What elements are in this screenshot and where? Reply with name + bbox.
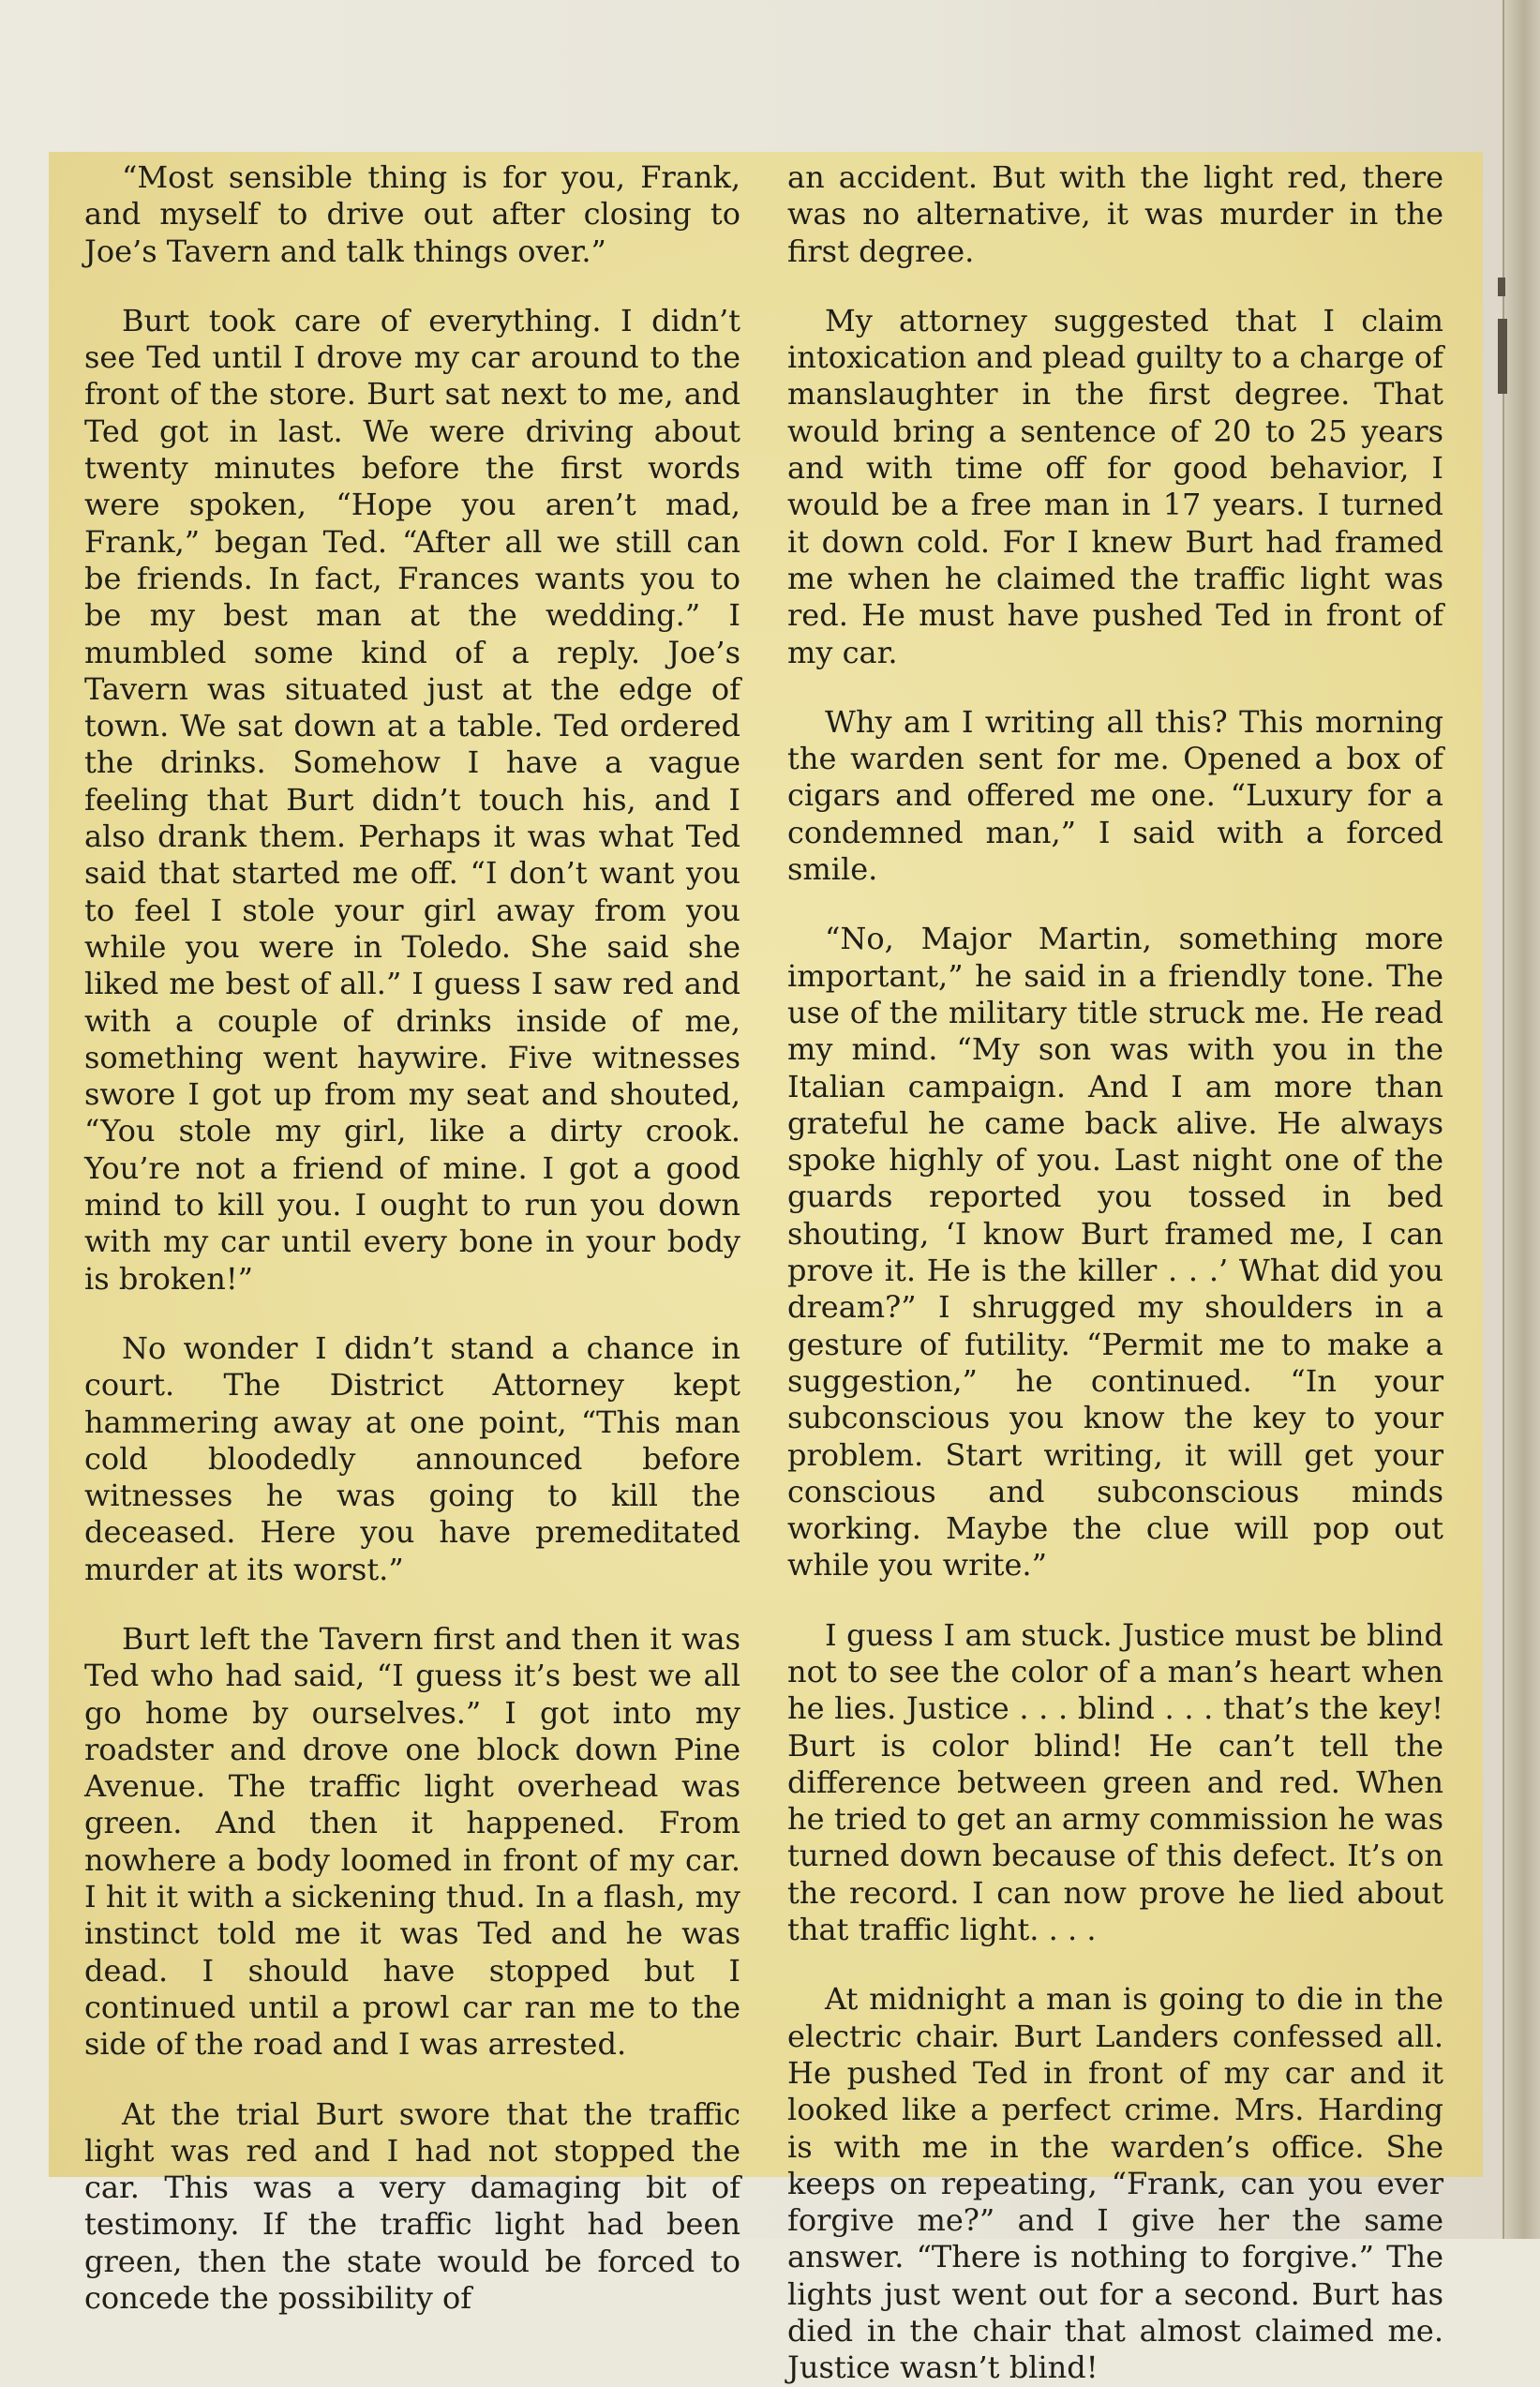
- story-column-right: [787, 159, 1443, 2386]
- story-paragraph: “Most sensible thing is for you, Frank, and myself to drive out after closing to Joe’s Tavern and talk things over.”: [84, 159, 740, 269]
- story-paragraph: At midnight a man is going to die in the electric chair. Burt Landers confessed all. He pushed Ted in front of my car and it looked like a perfect crime. Mrs. Harding is with me in the warden’s office. She keeps on repeating, “Frank, can you ever forgive me?” and I give her the same answer. “There is nothing to forgive.” The lights just went out for a second. Burt has died in the chair that almost claimed me. Justice wasn’t blind!: [787, 1981, 1443, 2386]
- binding-mark: [1498, 278, 1505, 296]
- binding-mark: [1498, 319, 1507, 394]
- story-paragraph: “No, Major Martin, something more important,” he said in a friendly tone. The use of the military title struck me. He read my mind. “My son was with you in the Italian campaign. And I am more than grateful he came back alive. He always spoke highly of you. Last night one of the guards reported you tossed in bed shouting, ‘I know Burt framed me, I can prove it. He is the killer . . .’ What did you dream?” I shrugged my shoulders in a gesture of futility. “Permit me to make a suggestion,” he continued. “In your subconscious you know the key to your problem. Start writing, it will get your conscious and subconscious minds working. Maybe the clue will pop out while you write.”: [787, 921, 1443, 1584]
- story-paragraph: My attorney suggested that I claim intoxication and plead guilty to a charge of manslaughter in the first degree. That would bring a sentence of 20 to 25 years and with time off for good behavior, I would be a free man in 17 years. I turned it down cold. For I knew Burt had framed me when he claimed the traffic light was red. He must have pushed Ted in front of my car.: [787, 302, 1443, 670]
- story-paragraph: an accident. But with the light red, there was no alternative, it was murder in the first degree.: [787, 159, 1443, 269]
- story-paragraph: At the trial Burt swore that the traffic light was red and I had not stopped the car. This was a very damaging bit of testimony. If the traffic light had been green, then the state would be forced to concede the possibility of: [84, 2095, 740, 2317]
- story-paragraph: I guess I am stuck. Justice must be blind not to see the color of a man’s heart when he lies. Justice . . . blind . . . that’s the key! Burt is color blind! He can’t tell the difference between green and red. When he tried to get an army commission he was turned down because of this defect. It’s on the record. I can now prove he lied about that traffic light. . . .: [787, 1616, 1443, 1948]
- story-paragraph: Burt took care of everything. I didn’t see Ted until I drove my car around to the front of the store. Burt sat next to me, and Ted got in last. We were driving about twenty minutes before the first words were spoken, “Hope you aren’t mad, Frank,” began Ted. “After all we still can be friends. In fact, Frances wants you to be my best man at the wedding.” I mumbled some kind of a reply. Joe’s Tavern was situated just at the edge of town. We sat down at a table. Ted ordered the drinks. Somehow I have a vague feeling that Burt didn’t touch his, and I also drank them. Perhaps it was what Ted said that started me off. “I don’t want you to feel I stole your girl away from you while you were in Toledo. She said she liked me best of all.” I guess I saw red and with a couple of drinks inside of me, something went haywire. Five witnesses swore I got up from my seat and shouted, “You stole my girl, like a dirty crook. You’re not a friend of mine. I got a good mind to kill you. I ought to run you down with my car until every bone in your body is broken!”: [84, 302, 740, 1297]
- page-binding-edge: [1503, 0, 1540, 2239]
- story-column-left: [84, 159, 740, 2317]
- story-paragraph: Burt left the Tavern first and then it was Ted who had said, “I guess it’s best we all go home by ourselves.” I got into my roadster and drove one block down Pine Avenue. The traffic light overhead was green. And then it happened. From nowhere a body loomed in front of my car. I hit it with a sickening thud. In a flash, my instinct told me it was Ted and he was dead. I should have stopped but I continued until a prowl car ran me to the side of the road and I was arrested.: [84, 1620, 740, 2063]
- story-paragraph: No wonder I didn’t stand a chance in court. The District Attorney kept hammering away at one point, “This man cold bloodedly announced before witnesses he was going to kill the deceased. Here you have premeditated murder at its worst.”: [84, 1329, 740, 1587]
- story-paragraph: Why am I writing all this? This morning the warden sent for me. Opened a box of cigars and offered me one. “Luxury for a condemned man,” I said with a forced smile.: [787, 703, 1443, 888]
